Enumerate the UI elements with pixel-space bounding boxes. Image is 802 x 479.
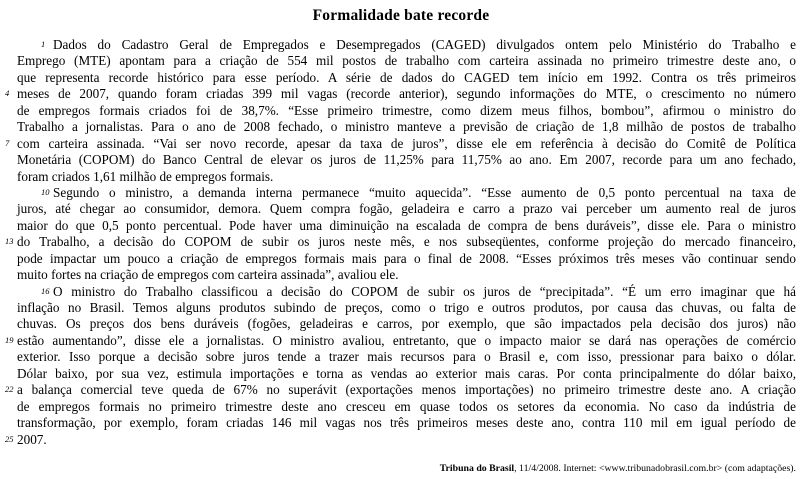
text-line: [5, 332, 796, 349]
page-title: Formalidade bate recorde: [312, 7, 490, 24]
text-line: [17, 169, 796, 185]
line-text: a balança comercial teve queda de 67% no superávit (exportações menos importações) no primeiro trimestre deste ano. A criação: [17, 382, 796, 398]
line-text: Segundo o ministro, a demanda interna permanece “muito aquecida”. “Esse aumento de 0,5 ponto percentual na taxa de: [53, 184, 796, 200]
line-text: foram criados 1,61 milhão de empregos formais.: [17, 168, 274, 184]
line-number: 4: [5, 88, 10, 99]
line-text: muito fortes na criação de empregos com carteira assinada”, avaliou ele.: [17, 267, 399, 283]
text-line: [17, 316, 796, 332]
line-number: 10: [41, 186, 50, 197]
line-text: Emprego (MTE) apontam para a criação de 554 mil postos de trabalho com carteira assinada no primeiro trimestre deste ano, o: [17, 53, 796, 69]
line-text: transformação, por exemplo, foram criadas 146 mil vagas nos três primeiros meses deste ano, contra 110 mil em igual período de: [17, 415, 796, 431]
source-citation: [440, 463, 796, 474]
text-line: [17, 37, 796, 53]
text-line: [17, 103, 796, 119]
text-line: [17, 251, 796, 267]
line-text: de empregos formais criados foi de 38,7%. “Esse primeiro trimestre, como dizem meus filhos, bombou”, afirmou o ministro do: [17, 102, 796, 118]
line-number: 25: [5, 433, 14, 444]
line-text: meses de 2007, quando foram criadas 399 mil vagas (recorde anterior), segundo informações do MTE, o crescimento no número: [17, 86, 796, 102]
text-line: [17, 300, 796, 316]
text-line: [17, 415, 796, 431]
line-text: juros, até chegar ao consumidor, demora. Quem compra fogão, geladeira e carro a prazo vai perceber um aumento real de juros: [17, 201, 796, 217]
line-text: estão aumentando”, disse ele a jornalistas. O ministro avaliou, entretanto, que o impacto maior se dará nas operações de comércio: [17, 332, 796, 348]
line-number: 19: [5, 334, 14, 345]
line-text: que representa recorde histórico para esse período. A série de dados do CAGED tem início em 1992. Contra os três primeiros: [17, 69, 796, 85]
text-line: [17, 399, 796, 415]
text-line: [17, 366, 796, 382]
text-line: [17, 349, 796, 365]
line-text: com carteira assinada. “Vai ser novo recorde, apesar da taxa de juros”, disse ele em referência à decisão do Comitê de Política: [17, 135, 796, 151]
text-line: [17, 53, 796, 69]
line-number: 22: [5, 384, 14, 395]
text-line: [17, 185, 796, 201]
text-line: [5, 135, 796, 152]
line-number: 7: [5, 137, 10, 148]
text-line: [17, 201, 796, 217]
line-text: Dados do Cadastro Geral de Empregados e Desempregados (CAGED) divulgados ontem pelo Ministério do Trabalho e: [53, 37, 796, 52]
text-line: [17, 284, 796, 300]
line-text: de empregos formais no primeiro trimestre deste ano cresceu em quase todos os setores da economia. No caso da indústria de: [17, 398, 796, 414]
line-text: chuvas. Os preços dos bens duráveis (fogões, geladeiras e carros, por exemplo, que são impactados pela decisão dos juros) não: [17, 316, 796, 332]
line-text: inflação no Brasil. Temos alguns produtos subindo de preços, como o trigo e outros produtos, por causa das chuvas, ou falta de: [17, 300, 796, 315]
line-number: 13: [5, 236, 14, 247]
source-details: , 11/4/2008. Internet: <www.tribunadobrasil.com.br> (com adaptações).: [514, 463, 796, 474]
text-lines: [5, 37, 796, 448]
source-publication: Tribuna do Brasil: [439, 463, 515, 474]
line-text: exterior. Isso porque a decisão sobre juros tende a trazer mais recursos para o Brasil e, com isso, pressionar para baixo o dólar.: [17, 349, 796, 365]
line-text: pode impactar um pouco a criação de empregos formais mais para o final de 2008. “Esses próximos três meses vão continuar sendo: [17, 250, 796, 266]
line-text: O ministro do Trabalho classificou a decisão do COPOM de subir os juros de “precipitada”. “É um erro imaginar que há: [53, 283, 796, 299]
line-number: 1: [41, 39, 46, 49]
text-line: [17, 218, 796, 234]
text-line: [5, 86, 796, 102]
text-line: [17, 267, 796, 283]
text-line: [17, 152, 796, 168]
text-line: [5, 431, 796, 448]
text-line: [5, 382, 796, 398]
text-line: [17, 119, 796, 135]
line-text: Monetária (COPOM) do Banco Central de elevar os juros de 11,25% para 11,75% ao ano. Em 2007, recorde para um ano fechado,: [17, 152, 796, 168]
line-text: 2007.: [17, 431, 47, 447]
line-text: Dólar baixo, por sua vez, estimula importações e torna as vendas ao exterior mais caras. Por conta principalmente do dólar baixo,: [17, 365, 796, 381]
text-line: [17, 70, 796, 86]
line-text: Trabalho a jornalistas. Para o ano de 2008 fechado, o ministro manteve a previsão de criação de 1,8 milhão de postos de trabalho: [17, 119, 796, 135]
line-text: do Trabalho, a decisão do COPOM de subir os juros neste mês, e nos subseqüentes, conforme projeção do mercado financeiro,: [17, 234, 796, 250]
line-number: 16: [41, 285, 50, 296]
text-line: [5, 234, 796, 250]
line-text: maior do que 0,5 ponto percentual. Pode haver uma diminuição na escalada de compra de bens duráveis”, disse ele. Para o ministro: [17, 217, 796, 233]
